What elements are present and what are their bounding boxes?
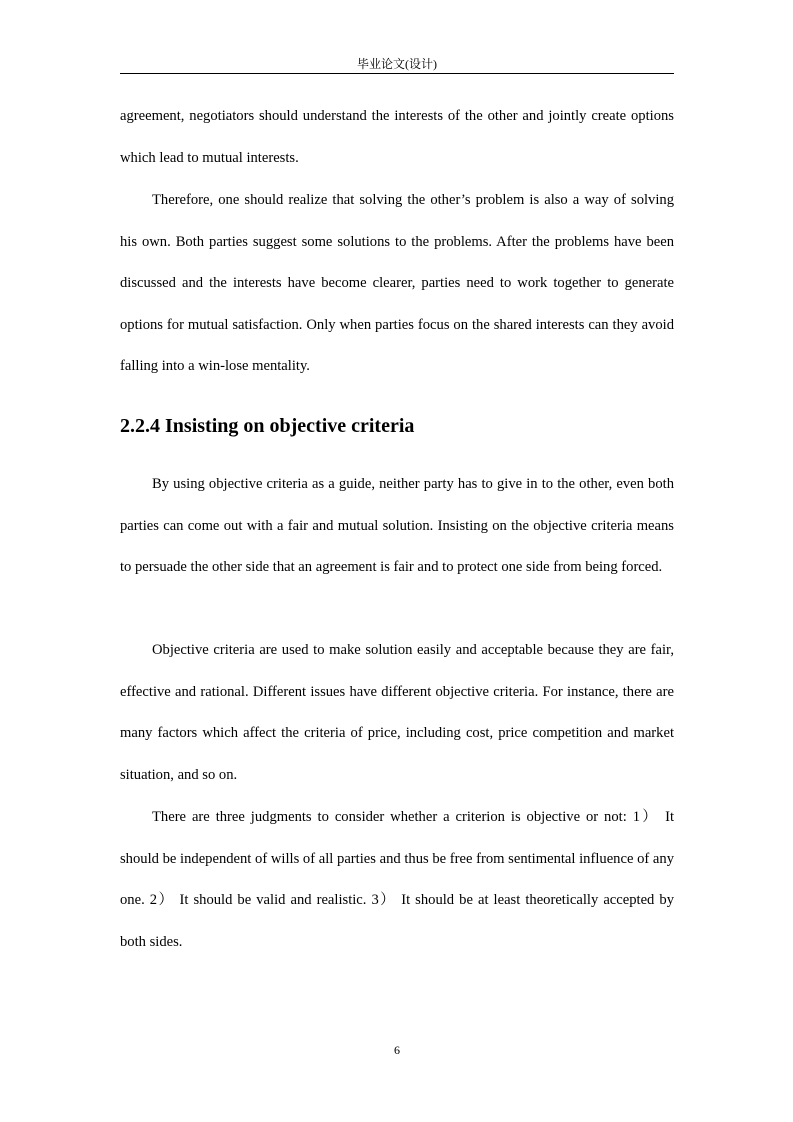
page-number: 6: [394, 1043, 400, 1057]
page-header-title: 毕业论文(设计): [357, 57, 437, 71]
paragraph-shared-interests: Therefore, one should realize that solving the other’s problem is also a way of solving his own. Both parties suggest some solutions to the problems. After the problems have been discussed and the interests have become clearer, parties need to work together to generate options for mutual satisfaction. Only when parties focus on the shared interests can they avoid falling into a win-lose mentality.: [120, 192, 674, 375]
paragraph-objective-criteria-use: Objective criteria are used to make solution easily and acceptable because they are fair, effective and rational. Different issues have different objective criteria. For instance, there are many factors which affect the criteria of price, including cost, price competition and market situation, and so on.: [120, 642, 674, 783]
paragraph-objective-criteria-guide: By using objective criteria as a guide, neither party has to give in to the other, even both parties can come out with a fair and mutual solution. Insisting on the objective criteria means to persuade the other side that an agreement is fair and to protect one side from being forced.: [120, 476, 674, 576]
header-divider: [120, 73, 674, 74]
paragraph-continued: agreement, negotiators should understand the interests of the other and jointly create options which lead to mutual interests.: [120, 108, 674, 166]
paragraph-three-judgments: There are three judgments to consider whether a criterion is objective or not: 1） It should be independent of wills of all parties and thus be free from sentimental influence of any one. 2） It should be valid and realistic. 3） It should be at least theoretically accepted by both sides.: [120, 809, 674, 950]
section-heading: 2.2.4 Insisting on objective criteria: [120, 415, 415, 437]
